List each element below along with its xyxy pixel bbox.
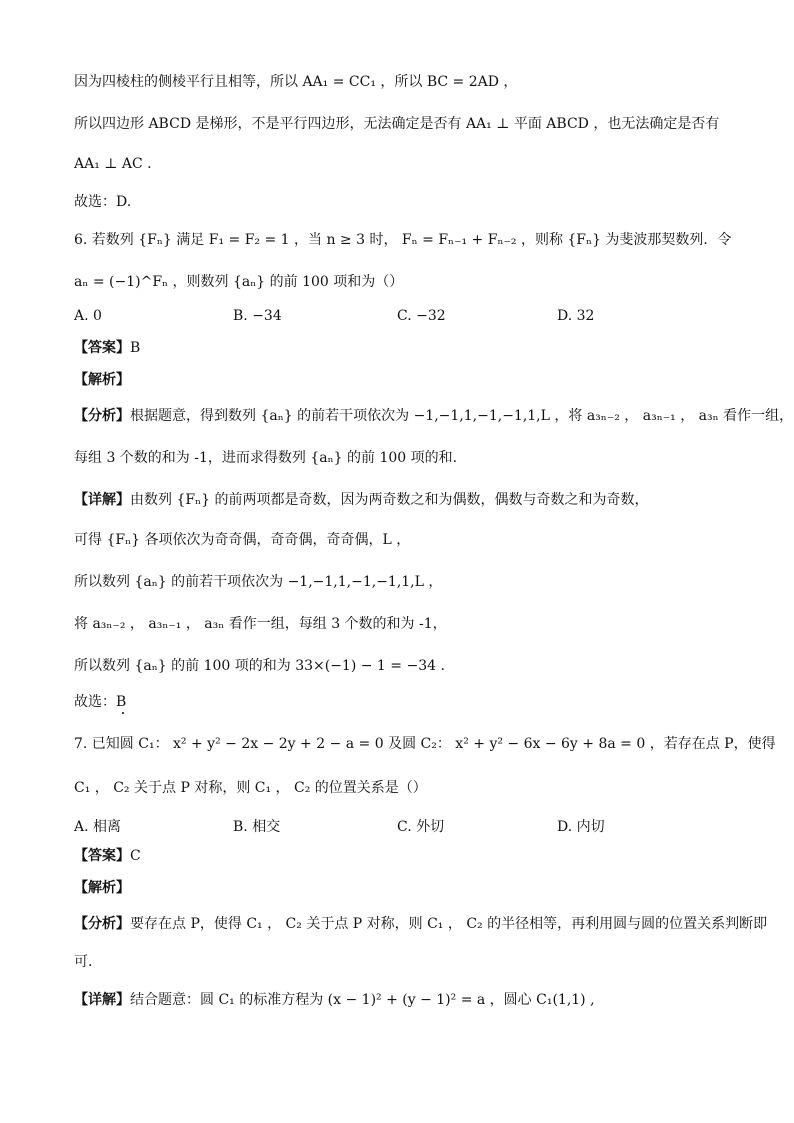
text-line: 因为四棱柱的侧棱平行且相等，所以 AA₁ = CC₁ ，所以 BC = 2AD ， — [74, 74, 518, 90]
analysis-text: 根据题意，得到数列 {aₙ} 的前若干项依次为 −1,−1,1,−1,−1,1,L ，将 a₃ₙ₋₂ ， a₃ₙ₋₁ ， a₃ₙ 看作一组， — [130, 408, 794, 424]
analysis-tag: 【分析】 — [74, 408, 130, 424]
answer-tag: 【答案】 — [74, 848, 130, 864]
stray-dot — [122, 712, 124, 714]
option-d: D. 内切 — [557, 819, 605, 835]
answer-tag: 【答案】 — [74, 340, 130, 356]
detail-text: 将 a₃ₙ₋₂ ， a₃ₙ₋₁ ， a₃ₙ 看作一组，每组 3 个数的和为 -1， — [74, 616, 447, 632]
detail-text: 所以数列 {aₙ} 的前若干项依次为 −1,−1,1,−1,−1,1,L ， — [74, 574, 443, 590]
option-c: C. 外切 — [397, 819, 445, 835]
detail-text: 结合题意：圆 C₁ 的标准方程为 (x − 1)² + (y − 1)² = a ，圆心 C₁(1,1) , — [130, 992, 595, 1008]
analysis-text: 每组 3 个数的和为 -1，进而求得数列 {aₙ} 的前 100 项的和. — [74, 450, 458, 466]
analysis-line — [74, 914, 768, 934]
answer-value: B — [130, 340, 141, 356]
option-b: B. −34 — [233, 308, 282, 324]
text-line: 故选：D. — [74, 194, 132, 210]
text-line: 所以四边形 ABCD 是梯形，不是平行四边形，无法确定是否有 AA₁ ⊥ 平面 ABCD ，也无法确定是否有 — [74, 116, 720, 132]
analysis-text: 可. — [74, 954, 93, 970]
detail-tag: 【详解】 — [74, 492, 130, 508]
question-7-stem: C₁ ， C₂ 关于点 P 对称，则 C₁ ， C₂ 的位置关系是（） — [74, 780, 427, 796]
answer-value: C — [130, 848, 141, 864]
option-d: D. 32 — [557, 308, 595, 324]
analysis-tag: 【分析】 — [74, 916, 130, 932]
option-a: A. 0 — [74, 308, 102, 324]
selection-line: 故选：B — [74, 694, 127, 710]
analysis-line — [74, 406, 794, 426]
option-a: A. 相离 — [74, 819, 122, 835]
analysis-text: 要存在点 P，使得 C₁ ， C₂ 关于点 P 对称，则 C₁ ， C₂ 的半径相等，再利用圆与圆的位置关系判断即 — [130, 916, 768, 932]
question-6-stem: 6. 若数列 {Fₙ} 满足 F₁ = F₂ = 1 ，当 n ≥ 3 时， Fₙ = Fₙ₋₁ + Fₙ₋₂ ，则称 {Fₙ} 为斐波那契数列．令 — [74, 232, 732, 248]
detail-tag: 【详解】 — [74, 992, 130, 1008]
detail-line — [74, 490, 754, 510]
detail-text: 所以数列 {aₙ} 的前 100 项的和为 33×(−1) − 1 = −34 . — [74, 658, 445, 674]
analysis-heading: 【解析】 — [74, 880, 130, 896]
detail-line — [74, 990, 754, 1010]
detail-text: 由数列 {Fₙ} 的前两项都是奇数，因为两奇数之和为偶数，偶数与奇数之和为奇数， — [130, 492, 649, 508]
detail-text: 可得 {Fₙ} 各项依次为奇奇偶，奇奇偶，奇奇偶，L ， — [74, 532, 411, 548]
question-6-stem: aₙ = (−1)^Fₙ ，则数列 {aₙ} 的前 100 项和为（） — [74, 274, 404, 290]
option-b: B. 相交 — [233, 819, 281, 835]
answer-line — [74, 338, 754, 358]
text-line: AA₁ ⊥ AC . — [74, 156, 152, 172]
option-c: C. −32 — [397, 308, 446, 324]
analysis-heading: 【解析】 — [74, 372, 130, 388]
answer-line — [74, 846, 754, 866]
question-7-stem: 7. 已知圆 C₁： x² + y² − 2x − 2y + 2 − a = 0 及圆 C₂： x² + y² − 6x − 6y + 8a = 0 ，若存在点 P，使得 — [74, 736, 776, 752]
